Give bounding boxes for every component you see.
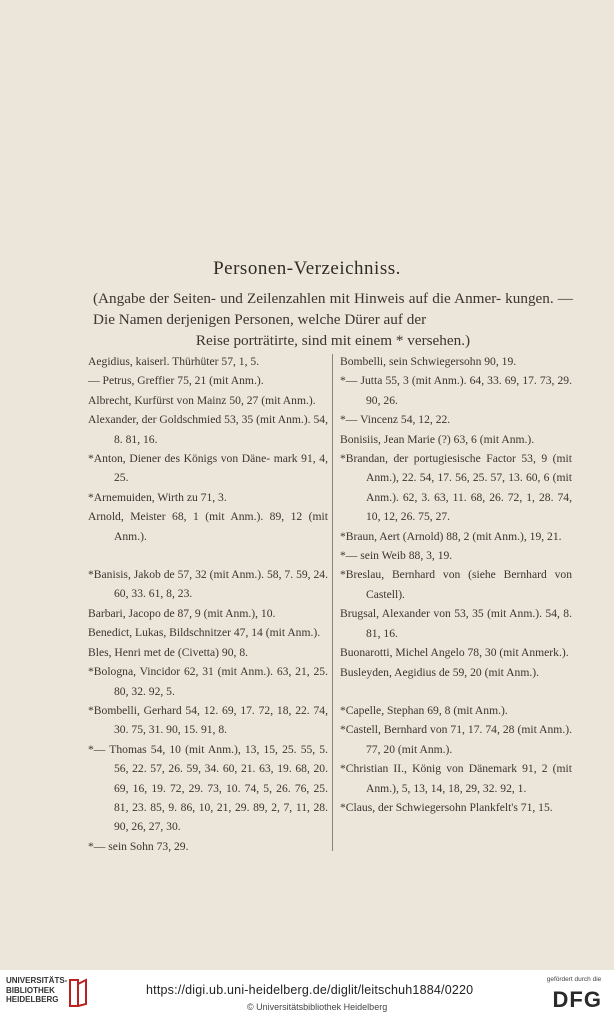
- index-entry: *Bombelli, Gerhard 54, 12. 69, 17. 72, 18, 22. 74, 30. 75, 31. 90, 15. 91, 8.: [88, 703, 328, 737]
- library-logo-icon: [66, 978, 88, 1008]
- page-title: Personen-Verzeichniss.: [213, 258, 401, 279]
- index-entry: *Breslau, Bernhard von (siehe Bernhard von Castell).: [340, 568, 572, 601]
- copyright-notice: © Universitätsbibliothek Heidelberg: [247, 1002, 388, 1012]
- index-entry: *Christian II., König von Dänemark 91, 2 (mit Anm.), 5, 13, 14, 18, 29, 32. 92, 1.: [340, 762, 572, 795]
- index-entry: Benedict, Lukas, Bildschnitzer 47, 14 (mit Anm.).: [88, 626, 321, 640]
- index-entry: *Bologna, Vincidor 62, 31 (mit Anm.). 63, 21, 25. 80, 32. 92, 5.: [88, 665, 328, 698]
- index-entry: *Claus, der Schwiegersohn Plankfelt's 71, 15.: [340, 800, 553, 814]
- index-entry: *— Thomas 54, 10 (mit Anm.), 13, 15, 25. 55, 5. 56, 22. 57, 26. 59, 34. 60, 21. 63, 19. 68, 20. 69, 16, 19. 72, 29. 73, 10. 74, 5, 26. 76, 25. 81, 23. 85, 9. 86, 10, 21, 29. 89, 2, 7, 11, 28. 90, 26, 27, 30.: [88, 742, 328, 834]
- index-entry: Busleyden, Aegidius de 59, 20 (mit Anm.).: [340, 665, 540, 679]
- funded-by-label: gefördert durch die: [546, 976, 602, 983]
- index-entry: *— sein Weib 88, 3, 19.: [340, 549, 453, 563]
- section-gap: [340, 682, 572, 701]
- subtitle: [93, 288, 573, 351]
- column-divider: [332, 354, 333, 851]
- index-entry: *— Vincenz 54, 12, 22.: [340, 413, 451, 427]
- index-entry: Albrecht, Kurfürst von Mainz 50, 27 (mit Anm.).: [88, 393, 316, 407]
- index-entry: Arnold, Meister 68, 1 (mit Anm.). 89, 12 (mit Anm.).: [88, 510, 328, 543]
- index-entry: Alexander, der Goldschmied 53, 35 (mit Anm.). 54, 8. 81, 16.: [88, 413, 328, 446]
- index-entry: Bles, Henri met de (Civetta) 90, 8.: [88, 645, 249, 659]
- index-entry: *Brandan, der portugiesische Factor 53, 9 (mit Anm.), 22. 54, 17. 56, 25. 57, 13. 60, 6 (mit Anm.). 62, 3. 63, 11. 68, 26. 72, 1, 28. 74, 10, 12, 26. 75, 27.: [340, 452, 572, 524]
- index-entry: Brugsal, Alexander von 53, 35 (mit Anm.). 54, 8. 81, 16.: [340, 607, 572, 640]
- index-entry: — Petrus, Greffier 75, 21 (mit Anm.).: [88, 374, 264, 388]
- subtitle-line-1: (Angabe der Seiten- und Zeilenzahlen mit Hinweis auf die Anmer- kungen. — Die Namen derjenigen Personen, welche Dürer auf der: [93, 290, 573, 328]
- footer-bar: [0, 970, 614, 1019]
- index-entry: *Anton, Diener des Königs von Däne- mark 91, 4, 25.: [88, 452, 328, 485]
- right-column: [340, 352, 572, 817]
- index-entry: Barbari, Jacopo de 87, 9 (mit Anm.), 10.: [88, 606, 276, 620]
- index-entry: Bombelli, sein Schwiegersohn 90, 19.: [340, 355, 517, 368]
- index-entry: Bonisiis, Jean Marie (?) 63, 6 (mit Anm.).: [340, 432, 535, 446]
- index-entry: Buonarotti, Michel Angelo 78, 30 (mit Anmerk.).: [340, 646, 569, 660]
- subtitle-line-2: Reise porträtirte, sind mit einem * versehen.): [195, 332, 471, 349]
- library-logo-text: UNIVERSITÄTS- BIBLIOTHEK HEIDELBERG: [6, 976, 68, 1004]
- dfg-logo: DFG: [552, 987, 602, 1012]
- left-column: [88, 352, 328, 856]
- index-entry: *Banisis, Jakob de 57, 32 (mit Anm.). 58, 7. 59, 24. 60, 33. 61, 8, 23.: [88, 568, 328, 601]
- index-entry: *Arnemuiden, Wirth zu 71, 3.: [88, 490, 227, 504]
- index-entry: *— Jutta 55, 3 (mit Anm.). 64, 33. 69, 17. 73, 29. 90, 26.: [340, 374, 572, 407]
- permalink-url[interactable]: https://digi.ub.uni-heidelberg.de/diglit/leitschuh1884/0220: [146, 983, 474, 997]
- index-entry: Aegidius, kaiserl. Thürhüter 57, 1, 5.: [88, 355, 260, 368]
- index-entry: *Braun, Aert (Arnold) 88, 2 (mit Anm.), 19, 21.: [340, 529, 562, 543]
- index-entry: *— sein Sohn 73, 29.: [88, 839, 189, 853]
- section-gap: [88, 546, 328, 565]
- index-entry: *Capelle, Stephan 69, 8 (mit Anm.).: [340, 703, 508, 717]
- index-entry: *Castell, Bernhard von 71, 17. 74, 28 (mit Anm.). 77, 20 (mit Anm.).: [340, 723, 572, 756]
